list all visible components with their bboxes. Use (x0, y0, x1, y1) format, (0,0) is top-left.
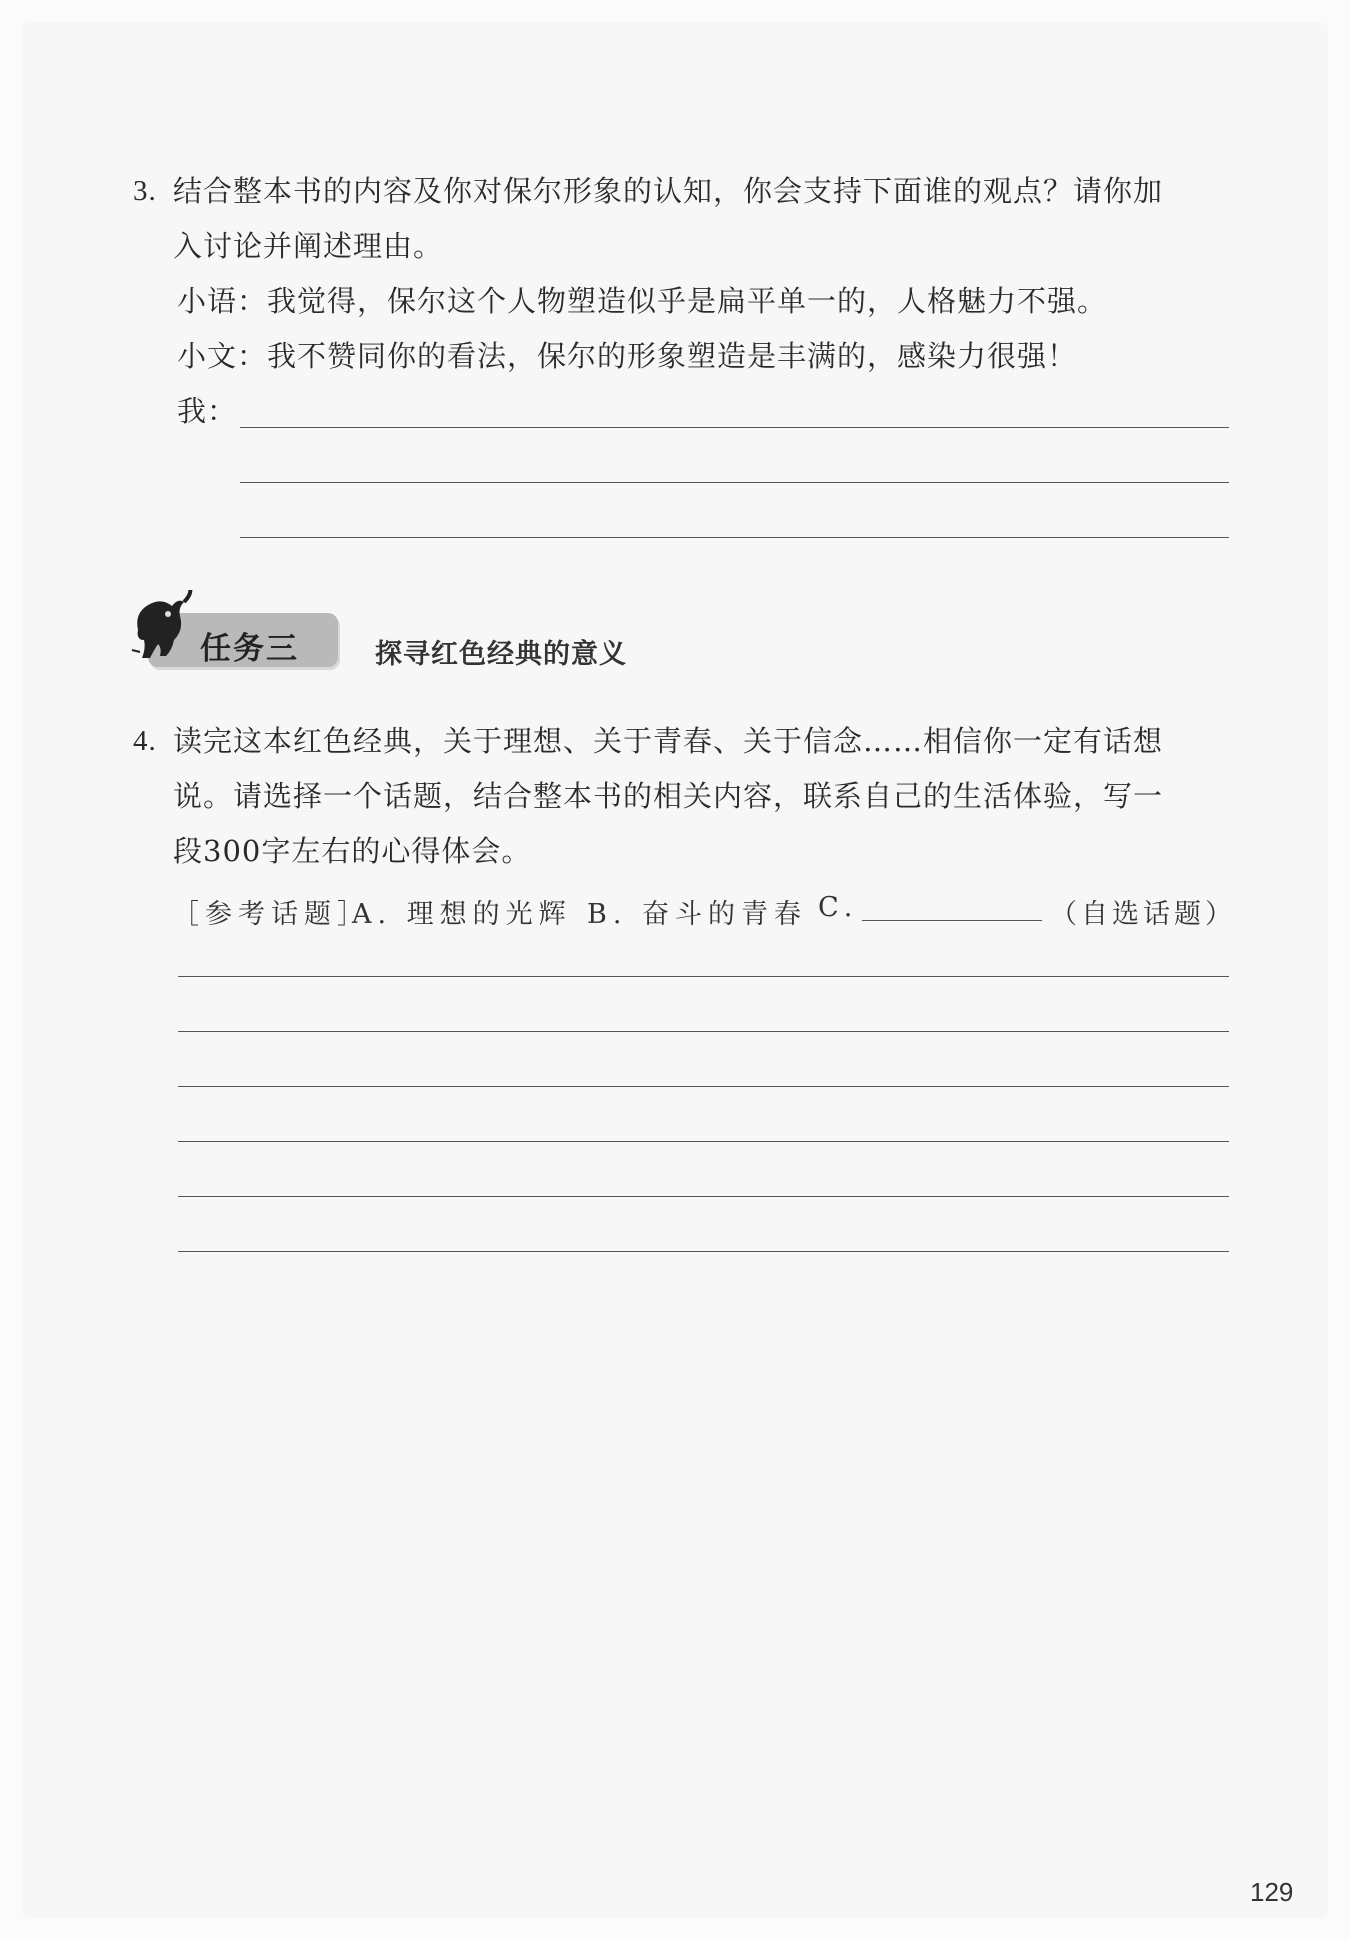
q4-option-b: B. 奋斗的青春 (587, 899, 808, 930)
q4-line1: 读完这本红色经典，关于理想、关于青春、关于信念……相信你一定有话想 (173, 724, 1164, 758)
q4-custom-topic-blank[interactable] (862, 920, 1042, 921)
q3-answer-line-3[interactable] (240, 537, 1229, 538)
q3-line2: 入讨论并阐述理由。 (173, 229, 444, 263)
q4-self-select-label: （自选话题） (1050, 899, 1236, 930)
task-badge-label: 任务三 (200, 631, 299, 667)
q4-answer-line-5[interactable] (178, 1196, 1229, 1197)
q4-answer-line-6[interactable] (178, 1251, 1229, 1252)
q3-xiaowen-opinion: 小文：我不赞同你的看法，保尔的形象塑造是丰满的，感染力很强！ (177, 339, 1078, 373)
task3-title: 探寻红色经典的意义 (375, 639, 627, 670)
q4-answer-line-2[interactable] (178, 1031, 1229, 1032)
elephant-icon (128, 590, 198, 662)
q4-answer-line-3[interactable] (178, 1086, 1229, 1087)
q4-line3: 段300字左右的心得体会。 (173, 834, 532, 868)
q3-answer-line-2[interactable] (240, 482, 1229, 483)
q4-answer-line-1[interactable] (178, 976, 1229, 977)
q4-number: 4. (133, 725, 157, 757)
q4-option-a: A. 理想的光辉 (352, 899, 572, 930)
q3-line1: 结合整本书的内容及你对保尔形象的认知，你会支持下面谁的观点？请你加 (173, 174, 1164, 208)
q4-reference-label: ［参考话题］ (172, 899, 370, 930)
q3-me-label: 我： (177, 394, 238, 428)
q4-option-c: C. (818, 892, 859, 923)
page-number: 129 (1250, 1877, 1294, 1907)
q3-xiaoyu-opinion: 小语：我觉得，保尔这个人物塑造似乎是扁平单一的，人格魅力不强。 (177, 284, 1108, 318)
q3-answer-line-1[interactable] (240, 427, 1229, 428)
q4-answer-line-4[interactable] (178, 1141, 1229, 1142)
q4-line2: 说。请选择一个话题，结合整本书的相关内容，联系自己的生活体验，写一 (173, 779, 1164, 813)
q3-number: 3. (133, 175, 157, 207)
